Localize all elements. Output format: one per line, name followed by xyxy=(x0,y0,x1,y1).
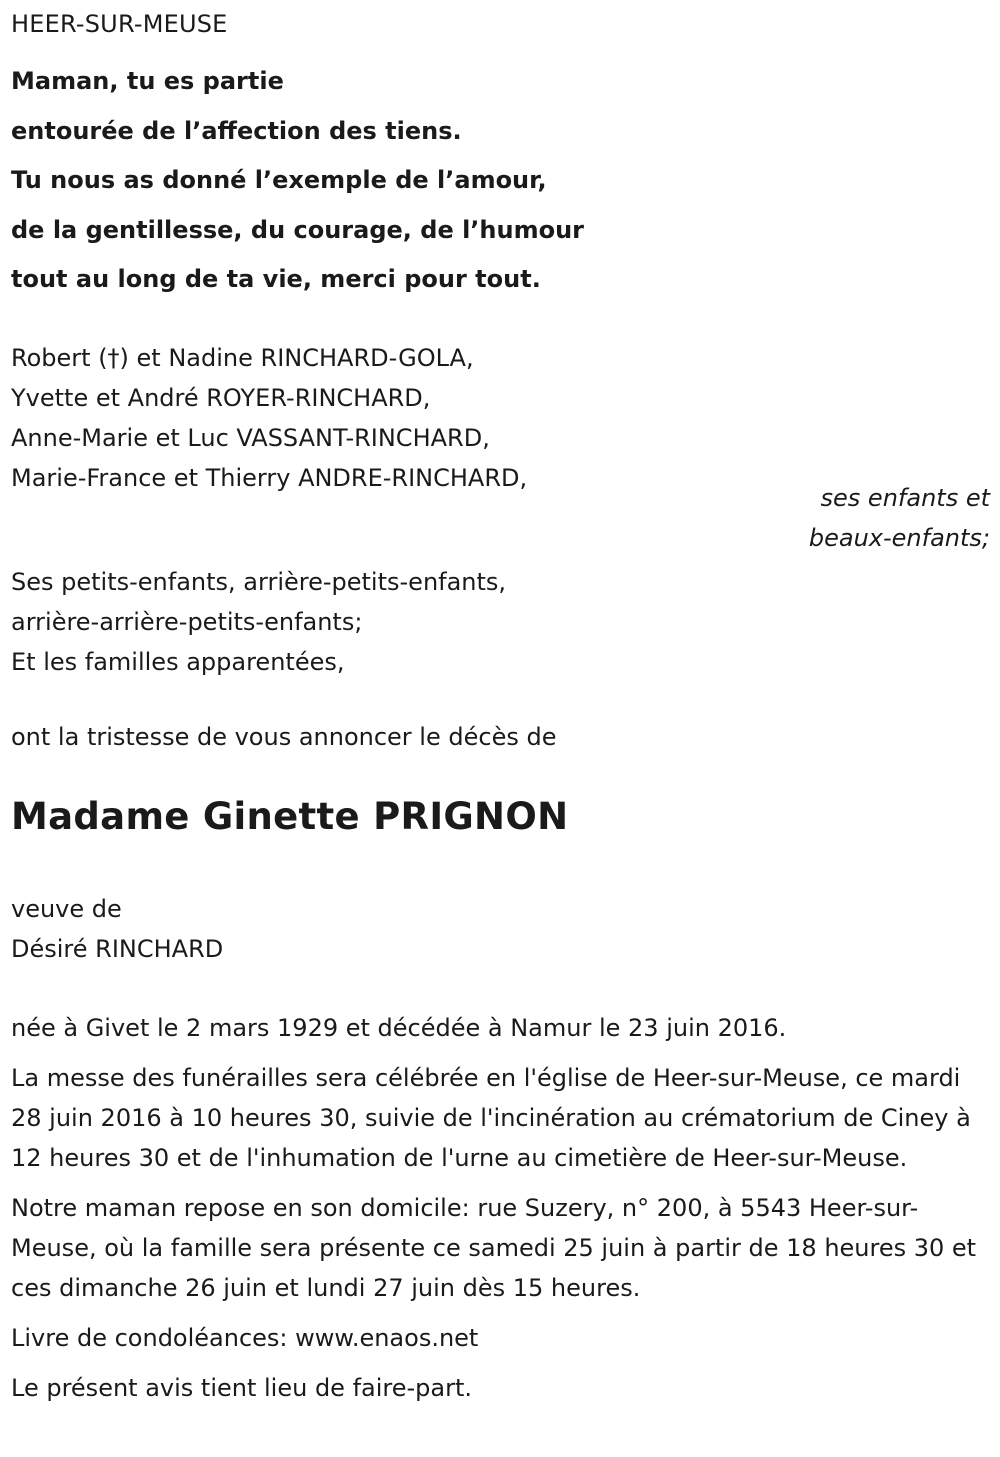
relation-line: ses enfants et xyxy=(820,484,990,512)
funeral-details xyxy=(11,1008,990,1418)
descendants-line: Ses petits-enfants, arrière-petits-enfants, xyxy=(11,568,507,596)
memorial-poem xyxy=(11,57,990,305)
descendants-line: Et les familles apparentées, xyxy=(11,648,345,676)
family-member: Marie-France et Thierry ANDRE-RINCHARD, xyxy=(11,464,528,492)
birth-death-text: née à Givet le 2 mars 1929 et décédée à Namur le 23 juin 2016. xyxy=(11,1014,787,1042)
relation-line: beaux-enfants; xyxy=(808,524,990,552)
deceased-name: Madame Ginette PRIGNON xyxy=(11,795,569,838)
notice-text: Le présent avis tient lieu de faire-part. xyxy=(11,1374,473,1402)
announcement-text: ont la tristesse de vous annoncer le décès de xyxy=(11,723,557,751)
spouse-name: Désiré RINCHARD xyxy=(11,935,224,963)
widow-label: veuve de xyxy=(11,895,122,923)
widow-info xyxy=(11,889,990,969)
viewing-text: Notre maman repose en son domicile: rue Suzery, n° 200, à 5543 Heer-sur-Meuse, où la famille sera présente ce samedi 25 juin à partir de 18 heures 30 et ces dimanche 26 juin et lundi 27 juin dès 15 heures. xyxy=(11,1194,977,1302)
descendants-list xyxy=(11,562,990,682)
poem-line: tout au long de ta vie, merci pour tout. xyxy=(11,265,541,294)
funeral-text: La messe des funérailles sera célébrée en l'église de Heer-sur-Meuse, ce mardi 28 juin 2016 à 10 heures 30, suivie de l'incinération au crématorium de Ciney à 12 heures 30 et de l'inhumation de l'urne au cimetière de Heer-sur-Meuse. xyxy=(11,1064,971,1172)
location-heading: HEER-SUR-MEUSE xyxy=(11,10,228,38)
poem-line: Maman, tu es partie xyxy=(11,67,284,95)
condolences-text: Livre de condoléances: www.enaos.net xyxy=(11,1324,479,1352)
poem-line: entourée de l’affection des tiens. xyxy=(11,116,462,145)
relation-note xyxy=(809,478,990,558)
poem-line: Tu nous as donné l’exemple de l’amour, xyxy=(11,166,547,195)
family-member: Yvette et André ROYER-RINCHARD, xyxy=(11,384,431,412)
descendants-line: arrière-arrière-petits-enfants; xyxy=(11,608,363,636)
family-list xyxy=(11,338,990,498)
family-member: Robert (†) et Nadine RINCHARD-GOLA, xyxy=(11,344,474,372)
family-member: Anne-Marie et Luc VASSANT-RINCHARD, xyxy=(11,424,490,452)
poem-line: de la gentillesse, du courage, de l’humour xyxy=(11,215,585,244)
